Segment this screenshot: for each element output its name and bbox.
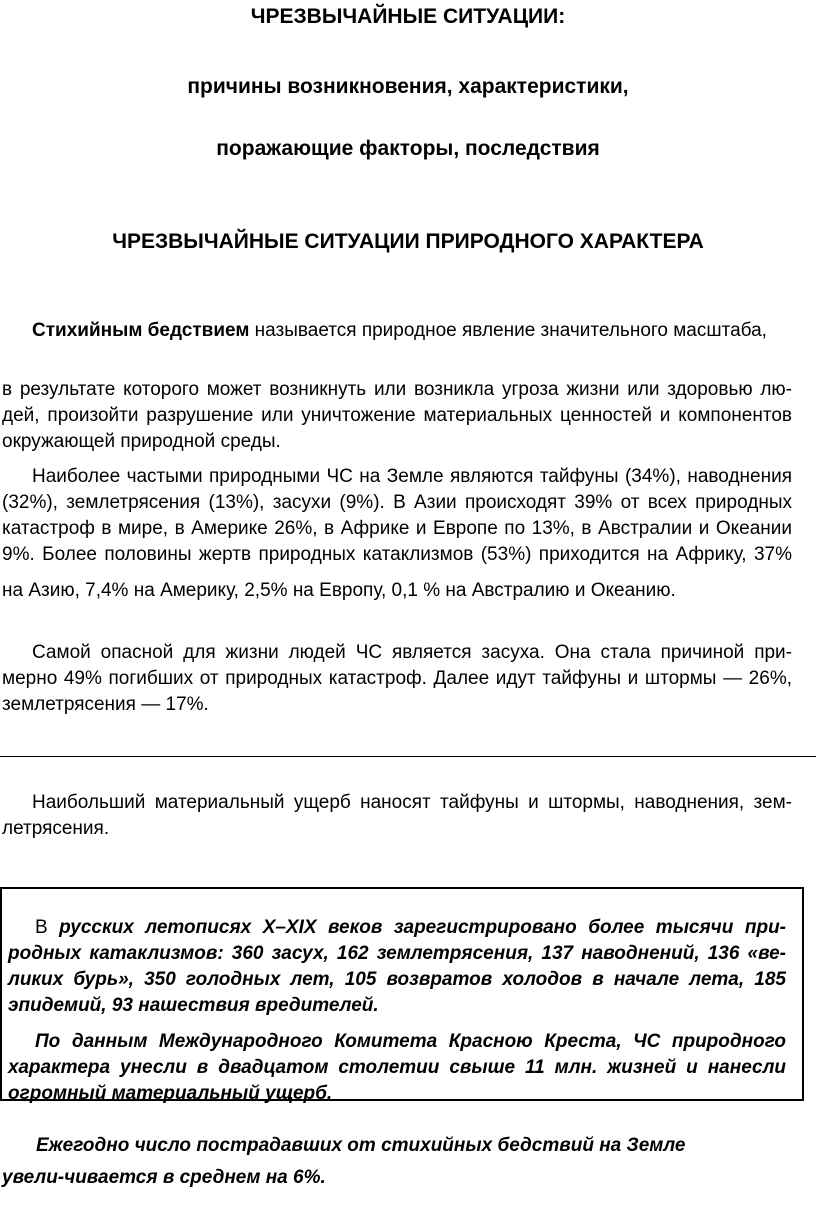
chronicle-box [0,887,804,1104]
stats-paragraph: Наиболее частыми природными ЧС на Земле являются тайфуны (34%), наводнения (32%), землетрясения (13%), засухи (9%). В Азии происходят 39% от всех природных катастроф в мире, в Америке 26%, в Африке и Европе по 13%, в Австралии и Океании 9%. Более половины жертв природных катаклизмов (53%) приходится на Африку, 37% [2,466,792,565]
section-divider [0,756,816,757]
definition-line-rest: называется природное явление значительного масштаба, [249,320,767,341]
damage-paragraph: Наибольший материальный ущерб наносят тайфуны и штормы, наводнения, зем-летрясения. [2,792,792,839]
red-cross-paragraph: По данным Международного Комитета Красною Креста, ЧС природного характера унесли в двадцатом столетии свыше 11 млн. жизней и нанесли огромный материальный ущерб. [8,1031,786,1104]
definition-term: Стихийным бедствием [32,320,250,341]
document-subtitle: причины возникновения, характеристики, [187,75,629,98]
section-heading: ЧРЕЗВЫЧАЙНЫЕ СИТУАЦИИ ПРИРОДНОГО ХАРАКТЕРА [112,230,704,253]
stats-last-line: на Азию, 7,4% на Америку, 2,5% на Европу, 0,1 % на Австралию и Океанию. [2,580,676,601]
document-title: ЧРЕЗВЫЧАЙНЫЕ СИТУАЦИИ: [250,5,566,28]
chronicle-prefix: В [35,917,60,938]
definition-line [32,318,792,344]
footer-line-1: Ежегодно число пострадавших от стихийных бедствий на Земле [36,1135,686,1156]
document-subtitle-2: поражающие факторы, последствия [216,137,600,160]
chronicle-paragraph [8,915,786,1019]
definition-continuation: в результате которого может возникнуть или возникла угроза жизни или здоровью лю-дей, произойти разрушение или уничтожение материальных ценностей и компонентов окружающей природной среды. [2,379,792,452]
footer-line-2: увели-чивается в среднем на 6%. [2,1167,326,1188]
chronicle-text: русских летописях X–XIX веков зарегистрировано более тысячи при-родных катаклизмов: 360 засух, 162 землетрясения, 137 наводнений, 136 «ве-ликих бурь», 350 голодных лет, 105 возвратов холодов в начале лета, 185 эпидемий, 93 нашествия вредителей. [8,917,786,1016]
drought-paragraph: Самой опасной для жизни людей ЧС является засуха. Она стала причиной при-мерно 49% погибших от природных катастроф. Далее идут тайфуны и штормы — 26%, землетрясения — 17%. [2,642,792,715]
